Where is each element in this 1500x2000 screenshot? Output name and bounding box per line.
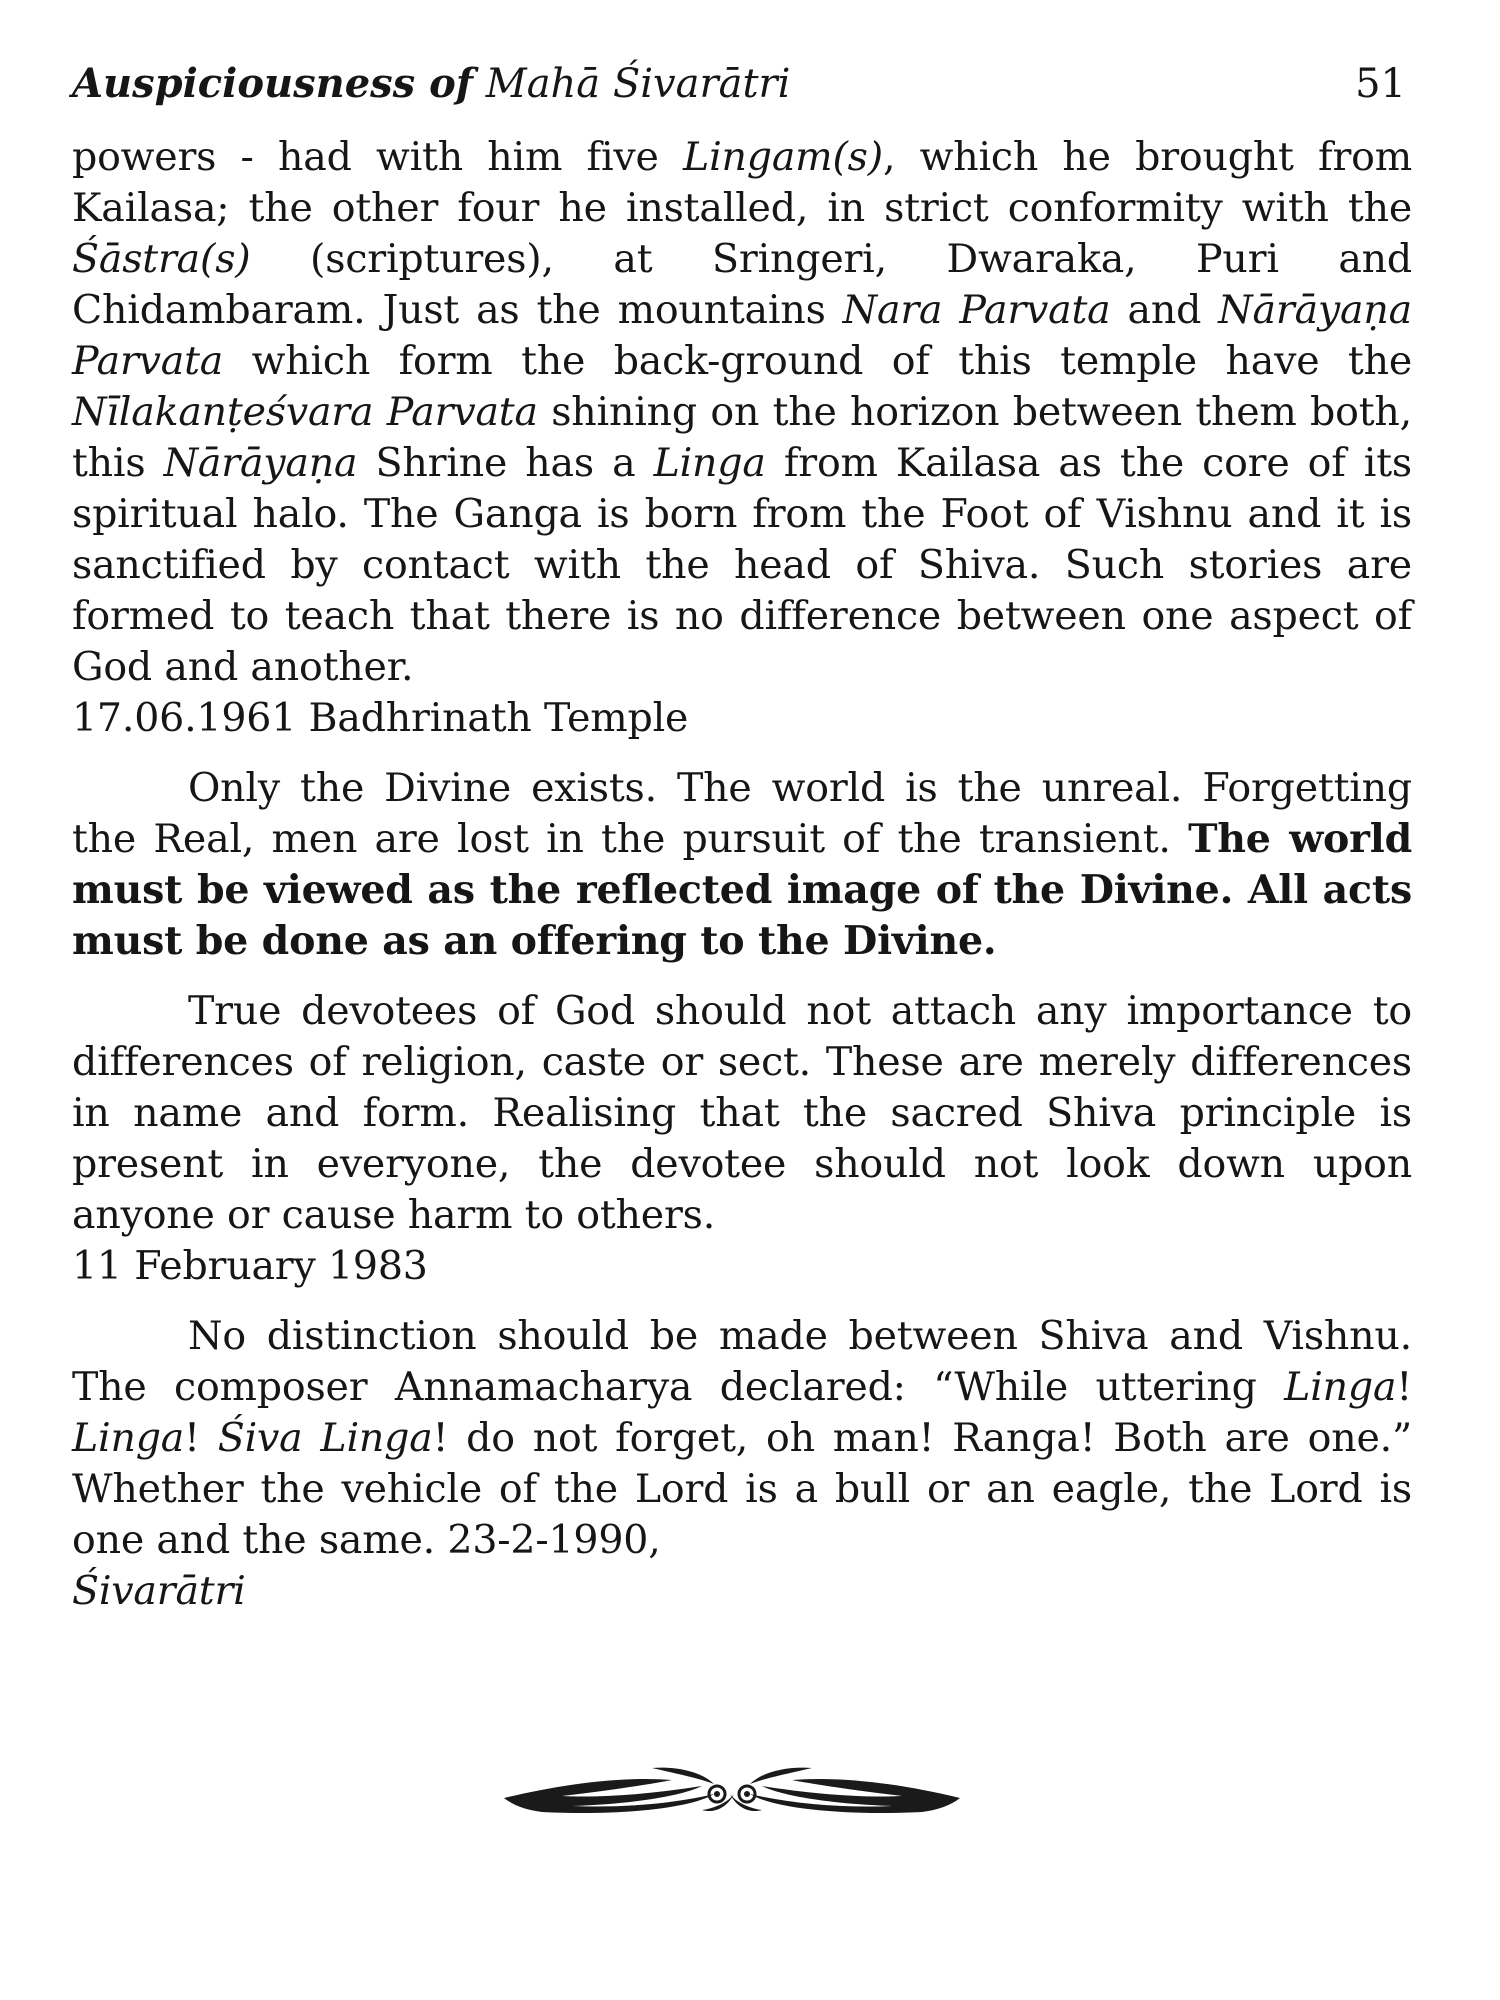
paragraph-4-date (72, 1566, 1412, 1617)
running-title-italic: Mahā Śivarātri (485, 61, 791, 107)
p1-text-7: Shrine has a (357, 440, 654, 486)
body-text (72, 132, 1412, 1617)
p4-text-2: ! (1396, 1364, 1412, 1410)
p1-text-4: and (1110, 287, 1219, 333)
p1-italic-sastras: Śāstra(s) (72, 236, 251, 282)
p1-italic-narayana-parvata: Nārāyaṇa Parvata (72, 287, 1412, 384)
p1-text-6: shining on the horizon between them both, this (72, 389, 1412, 486)
paragraph-3: True devotees of God should not attach any importance to differences of religion, caste or sect. These are merely differences in name and form. Realising that the sacred Shiva principle is present in everyone, the devotee should not look down upon anyone or cause harm to others. (72, 988, 1412, 1238)
paragraph-4 (72, 1311, 1412, 1566)
p1-text-3: (scriptures), at Sringeri, Dwaraka, Puri and Chidambaram. Just as the mountains (72, 236, 1412, 333)
p4-italic-sivaratri: Śivarātri (72, 1568, 246, 1614)
p4-text-1: No distinction should be made between Shiva and Vishnu. The composer Annamacharya declared: “While uttering (72, 1313, 1412, 1410)
p4-italic-siva-linga: Śiva Linga (217, 1415, 433, 1461)
p4-italic-linga-2: Linga (72, 1415, 185, 1461)
p4-italic-linga-1: Linga (1284, 1364, 1397, 1410)
p1-text-1: powers - had with him five (72, 134, 684, 180)
running-title (72, 52, 790, 116)
p1-text-2: , which he brought from Kailasa; the other four he installed, in strict conformity with the (72, 134, 1412, 231)
p1-italic-nilakanteshvara: Nīlakanṭeśvara Parvata (72, 389, 538, 435)
running-head (72, 52, 1412, 126)
ornament-divider-icon (502, 1758, 962, 1830)
p2-text: Only the Divine exists. The world is the unreal. Forgetting the Real, men are lost in the pursuit of the transient. (72, 765, 1412, 862)
p1-text-5: which form the back-ground of this temple have the (223, 338, 1412, 384)
p1-italic-narayana: Nārāyaṇa (163, 440, 358, 486)
page-number: 51 (1355, 61, 1406, 107)
p4-text-3: ! (184, 1415, 218, 1461)
p1-italic-linga: Linga (653, 440, 766, 486)
paragraph-2 (72, 763, 1412, 967)
paragraph-1 (72, 132, 1412, 693)
p1-italic-nara-parvata: Nara Parvata (842, 287, 1111, 333)
p2-bold-text: The world must be viewed as the reflected image of the Divine. All acts must be done as an offering to the Divine. (72, 816, 1413, 964)
running-title-bold: Auspiciousness of (72, 60, 474, 107)
paragraph-1-date: 17.06.1961 Badhrinath Temple (72, 695, 689, 741)
p1-text-8: from Kailasa as the core of its spiritual halo. The Ganga is born from the Foot of Vishnu and it is sanctified by contact with the head of Shiva. Such stories are formed to teach that there is no difference between one aspect of God and another. (72, 440, 1412, 690)
page (72, 52, 1412, 1617)
p1-italic-lingams: Lingam(s) (683, 134, 883, 180)
p4-text-4: ! do not forget, oh man! Ranga! Both are one.” Whether the vehicle of the Lord is a bull or an eagle, the Lord is one and the same. 23-2-1990, (72, 1415, 1412, 1563)
paragraph-3-date: 11 February 1983 (72, 1243, 428, 1289)
